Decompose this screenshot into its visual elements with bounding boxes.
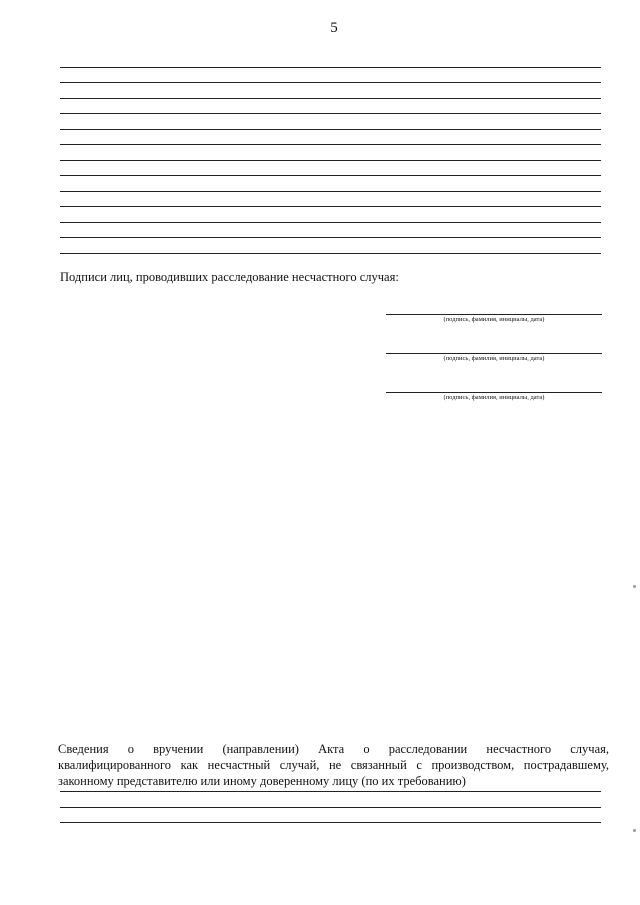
delivery-info-line: законному представителю или иному доверенному лицу (по их требованию) xyxy=(58,774,466,788)
blank-line xyxy=(60,144,601,145)
blank-line xyxy=(60,222,601,223)
signature-line xyxy=(386,392,602,393)
blank-line xyxy=(60,237,601,238)
signatures-heading: Подписи лиц, проводивших расследование несчастного случая: xyxy=(60,270,399,284)
delivery-info-line: квалифицированного как несчастный случай, не связанный с производством, пострадавшему, xyxy=(58,758,609,772)
page-number: 5 xyxy=(330,20,338,36)
blank-line xyxy=(60,67,601,68)
signature-line xyxy=(386,314,602,315)
blank-line xyxy=(60,253,601,254)
blank-line xyxy=(60,206,601,207)
scan-mark xyxy=(633,585,636,588)
blank-line xyxy=(60,822,601,823)
signature-caption: (подпись, фамилия, инициалы, дата) xyxy=(443,316,545,323)
blank-line xyxy=(60,82,601,83)
blank-line xyxy=(60,98,601,99)
delivery-info-paragraph xyxy=(58,741,609,789)
blank-line xyxy=(60,175,601,176)
signature-caption: (подпись, фамилия, инициалы, дата) xyxy=(443,394,545,401)
blank-line xyxy=(60,791,601,792)
blank-line xyxy=(60,113,601,114)
scan-mark xyxy=(633,829,636,832)
blank-line xyxy=(60,807,601,808)
blank-line xyxy=(60,160,601,161)
blank-line xyxy=(60,129,601,130)
blank-line xyxy=(60,191,601,192)
signature-caption: (подпись, фамилия, инициалы, дата) xyxy=(443,355,545,362)
signature-line xyxy=(386,353,602,354)
delivery-info-line: Сведения о вручении (направлении) Акта о расследовании несчастного случая, xyxy=(58,742,609,756)
